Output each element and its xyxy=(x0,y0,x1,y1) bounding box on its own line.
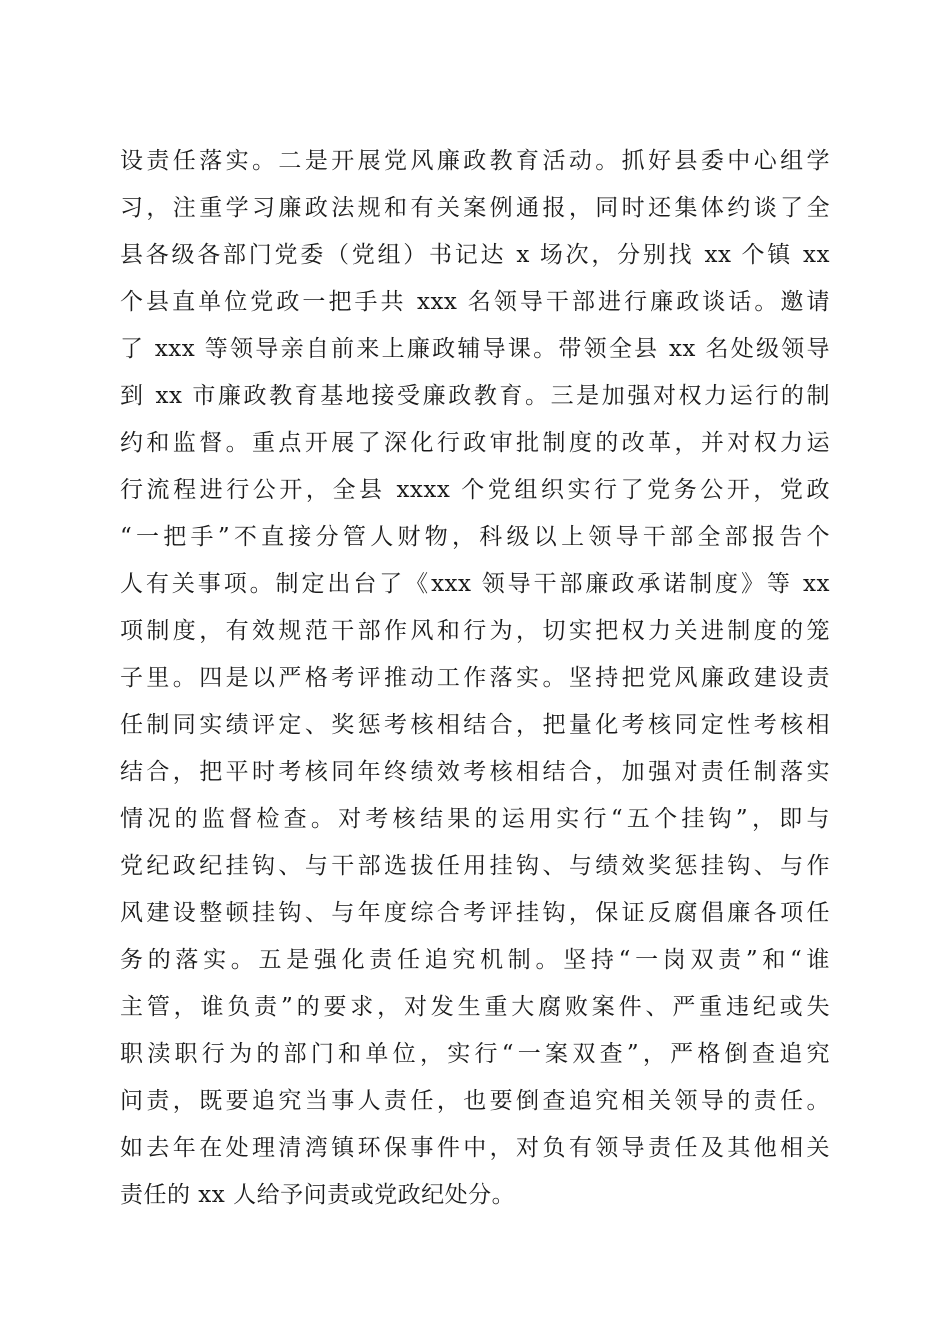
text-line: 如去年在处理清湾镇环保事件中，对负有领导责任及其他相关 xyxy=(120,1135,830,1161)
text-line: 设责任落实。二是开展党风廉政教育活动。抓好县委中心组学 xyxy=(120,148,830,174)
text-line: 职渎职行为的部门和单位，实行“一案双查”，严格倒查追究 xyxy=(120,1041,830,1067)
text-line: 任制同实绩评定、奖惩考核相结合，把量化考核同定性考核相 xyxy=(120,712,830,738)
text-line: 风建设整顿挂钩、与年度综合考评挂钩，保证反腐倡廉各项任 xyxy=(120,900,830,926)
text-line: 子里。四是以严格考评推动工作落实。坚持把党风廉政建设责 xyxy=(120,665,830,691)
text-line: 情况的监督检查。对考核结果的运用实行“五个挂钩”，即与 xyxy=(120,806,830,832)
body-paragraph xyxy=(120,138,830,1219)
text-line: 了 xxx 等领导亲自前来上廉政辅导课。带领全县 xx 名处级领导 xyxy=(120,336,830,362)
text-line-last: 责任的 xx 人给予问责或党政纪处分。 xyxy=(120,1182,516,1208)
text-line: 约和监督。重点开展了深化行政审批制度的改革，并对权力运 xyxy=(120,430,830,456)
text-line: 个县直单位党政一把手共 xxx 名领导干部进行廉政谈话。邀请 xyxy=(120,289,830,315)
text-line: 务的落实。五是强化责任追究机制。坚持“一岗双责”和“谁 xyxy=(120,947,830,973)
text-line: 项制度，有效规范干部作风和行为，切实把权力关进制度的笼 xyxy=(120,618,830,644)
text-line: 行流程进行公开，全县 xxxx 个党组织实行了党务公开，党政 xyxy=(120,477,830,503)
text-line: 到 xx 市廉政教育基地接受廉政教育。三是加强对权力运行的制 xyxy=(120,383,830,409)
text-line: 习，注重学习廉政法规和有关案例通报，同时还集体约谈了全 xyxy=(120,195,830,221)
text-line: 主管，谁负责”的要求，对发生重大腐败案件、严重违纪或失 xyxy=(120,994,830,1020)
text-line: “一把手”不直接分管人财物，科级以上领导干部全部报告个 xyxy=(120,524,830,550)
text-line: 结合，把平时考核同年终绩效考核相结合，加强对责任制落实 xyxy=(120,759,830,785)
text-line: 党纪政纪挂钩、与干部选拔任用挂钩、与绩效奖惩挂钩、与作 xyxy=(120,853,830,879)
text-line: 县各级各部门党委（党组）书记达 x 场次，分别找 xx 个镇 xx xyxy=(120,242,830,268)
text-line: 人有关事项。制定出台了《xxx 领导干部廉政承诺制度》等 xx xyxy=(120,571,830,597)
text-line: 问责，既要追究当事人责任，也要倒查追究相关领导的责任。 xyxy=(120,1088,830,1114)
